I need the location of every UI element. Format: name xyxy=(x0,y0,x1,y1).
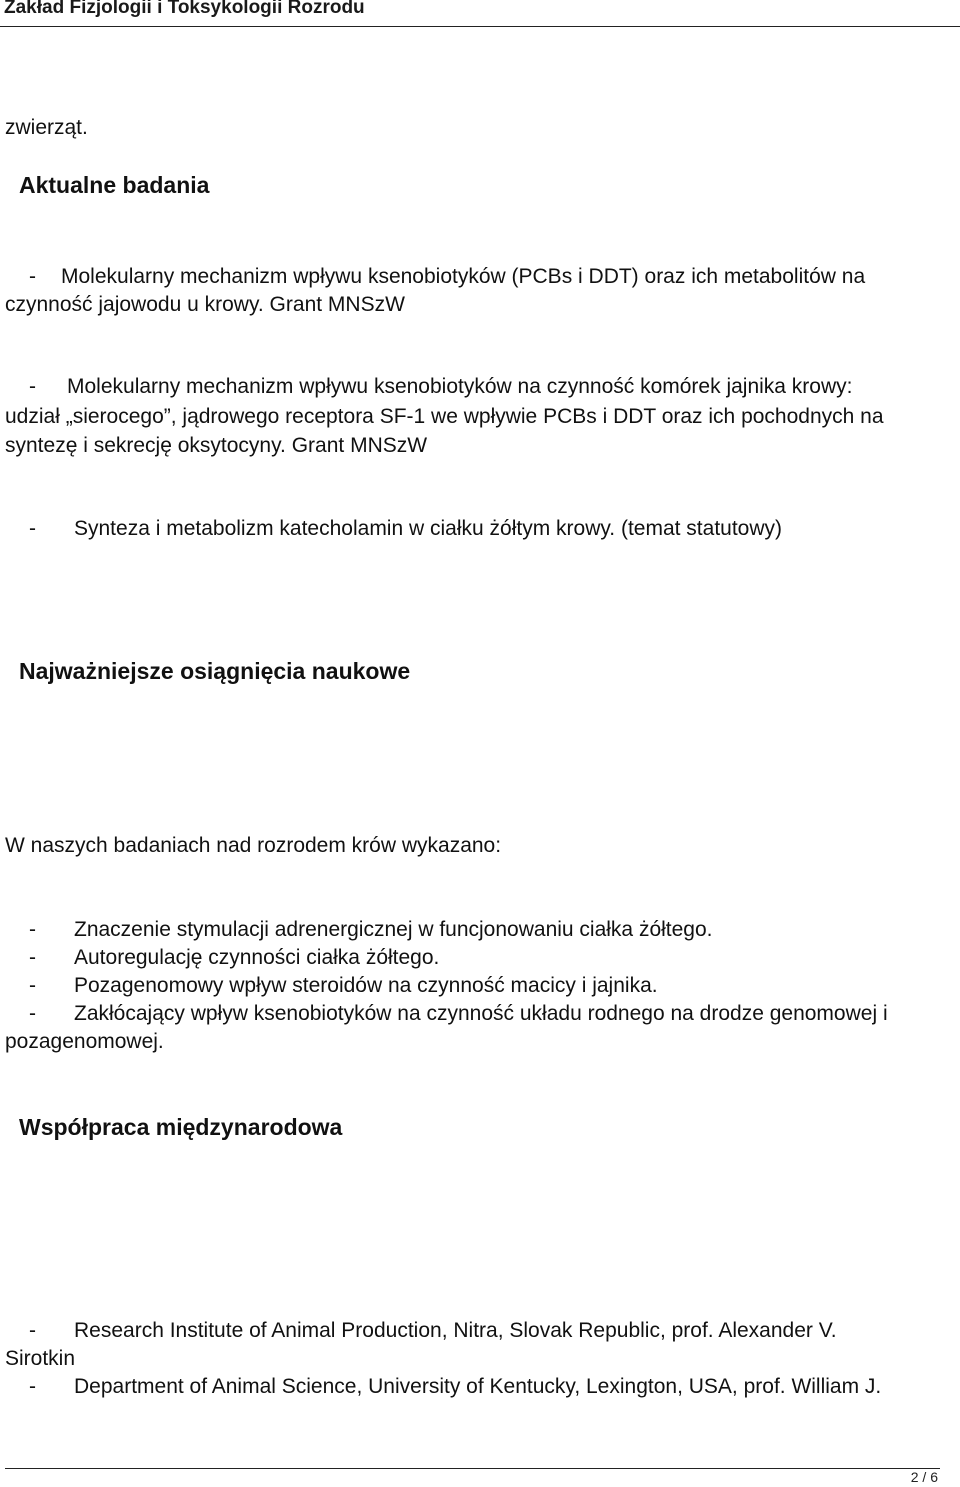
cooperation-heading: Współpraca międzynarodowa xyxy=(19,1114,343,1140)
cooperation-item-2-text: Department of Animal Science, University of Kentucky, Lexington, USA, prof. William J. xyxy=(74,1375,882,1398)
achievement-item-4-text: Zakłócający wpływ ksenobiotyków na czynność układu rodnego na drodze genomowej i xyxy=(74,1002,888,1025)
page-number: 2 / 6 xyxy=(910,1469,938,1485)
cooperation-item-2-dash: - xyxy=(29,1375,36,1398)
research-item-2-line2: udział „sierocego”, jądrowego receptora SF-1 we wpływie PCBs i DDT oraz ich pochodnych na xyxy=(5,405,884,428)
achievement-item-2-text: Autoregulację czynności ciałka żółtego. xyxy=(74,946,440,969)
achievement-item-3-dash: - xyxy=(29,974,36,997)
achievement-item-1-dash: - xyxy=(29,918,36,941)
research-item-2-line3: syntezę i sekrecję oksytocyny. Grant MNSzW xyxy=(5,434,428,457)
achievement-item-1-text: Znaczenie stymulacji adrenergicznej w funcjonowaniu ciałka żółtego. xyxy=(74,918,713,941)
research-item-1-line2: czynność jajowodu u krowy. Grant MNSzW xyxy=(5,293,405,316)
research-item-2-line1: Molekularny mechanizm wpływu ksenobiotyków na czynność komórek jajnika krowy: xyxy=(67,375,853,398)
research-item-2-dash: - xyxy=(29,375,36,398)
research-item-1-line1: Molekularny mechanizm wpływu ksenobiotyków (PCBs i DDT) oraz ich metabolitów na xyxy=(61,265,866,288)
achievement-item-2-dash: - xyxy=(29,946,36,969)
research-item-3-line1: Synteza i metabolizm katecholamin w ciałku żółtym krowy. (temat statutowy) xyxy=(74,517,783,540)
achievement-item-4-dash: - xyxy=(29,1002,36,1025)
cooperation-item-1-text-cont: Sirotkin xyxy=(5,1347,76,1370)
cooperation-item-1-text: Research Institute of Animal Production, Nitra, Slovak Republic, prof. Alexander V. xyxy=(74,1319,837,1342)
achievements-heading: Najważniejsze osiągnięcia naukowe xyxy=(19,658,411,684)
research-item-3-dash: - xyxy=(29,517,36,540)
page-header-title: Zakład Fizjologii i Toksykologii Rozrodu xyxy=(4,0,365,18)
achievements-intro: W naszych badaniach nad rozrodem krów wykazano: xyxy=(5,834,502,857)
research-item-1-dash: - xyxy=(29,265,36,288)
research-heading: Aktualne badania xyxy=(19,172,210,198)
footer-divider xyxy=(5,1468,940,1469)
achievement-item-3-text: Pozagenomowy wpływ steroidów na czynność macicy i jajnika. xyxy=(74,974,658,997)
cooperation-item-1-dash: - xyxy=(29,1319,36,1342)
intro-text: zwierząt. xyxy=(5,116,88,139)
achievement-item-4-text-cont: pozagenomowej. xyxy=(5,1030,164,1053)
header-divider xyxy=(0,26,960,27)
